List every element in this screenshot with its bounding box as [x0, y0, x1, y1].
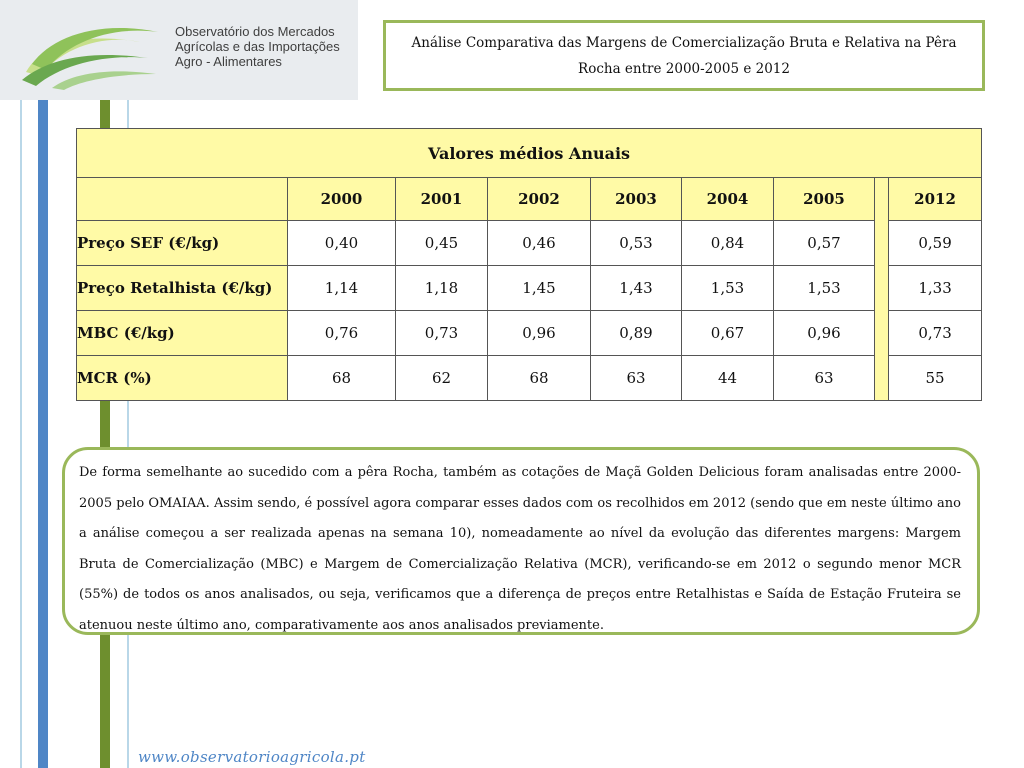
table-cell: 68 — [288, 356, 396, 401]
row-label: MCR (%) — [77, 356, 288, 401]
table-cell: 1,18 — [396, 266, 488, 311]
logo-line: Agrícolas e das Importações — [175, 39, 340, 54]
year-header: 2001 — [396, 178, 488, 221]
table-cell: 0,73 — [396, 311, 488, 356]
table-row — [77, 266, 982, 311]
logo-line: Observatório dos Mercados — [175, 24, 335, 39]
table-cell: 55 — [889, 356, 982, 401]
table-cell: 0,84 — [682, 221, 774, 266]
year-header: 2000 — [288, 178, 396, 221]
page-title — [383, 20, 985, 91]
table-cell: 1,14 — [288, 266, 396, 311]
footer-link[interactable]: www.observatorioagricola.pt — [138, 748, 366, 766]
row-label: Preço Retalhista (€/kg) — [77, 266, 288, 311]
observatory-logo-icon — [22, 14, 162, 90]
table-row — [77, 311, 982, 356]
table-row — [77, 221, 982, 266]
year-header: 2003 — [591, 178, 682, 221]
summary-text-box — [62, 447, 980, 635]
table-cell: 0,96 — [488, 311, 591, 356]
table-cell: 1,53 — [774, 266, 875, 311]
table-cell: 1,33 — [889, 266, 982, 311]
table-cell: 63 — [591, 356, 682, 401]
table-cell: 0,76 — [288, 311, 396, 356]
table-heading-row — [77, 129, 982, 178]
year-header: 2005 — [774, 178, 875, 221]
table-cell: 0,40 — [288, 221, 396, 266]
page-title-text: Análise Comparativa das Margens de Comercialização Bruta e Relativa na Pêra Rocha entre 2000-2005 e 2012 — [411, 34, 957, 77]
year-header: 2002 — [488, 178, 591, 221]
logo-text — [175, 24, 340, 69]
margins-table — [76, 128, 982, 401]
table-cell: 63 — [774, 356, 875, 401]
table-cell: 0,53 — [591, 221, 682, 266]
gap-column — [875, 178, 889, 401]
table-cell: 1,45 — [488, 266, 591, 311]
table-cell: 0,96 — [774, 311, 875, 356]
table-heading: Valores médios Anuais — [77, 129, 982, 178]
table-cell: 68 — [488, 356, 591, 401]
table-cell: 0,59 — [889, 221, 982, 266]
table-cell: 0,89 — [591, 311, 682, 356]
decorative-stripe — [38, 100, 48, 768]
table-cell: 1,43 — [591, 266, 682, 311]
table-cell: 0,73 — [889, 311, 982, 356]
decorative-stripe — [20, 100, 22, 768]
empty-header-cell — [77, 178, 288, 221]
table-cell: 44 — [682, 356, 774, 401]
table-cell: 0,46 — [488, 221, 591, 266]
table-row — [77, 356, 982, 401]
table-cell: 0,67 — [682, 311, 774, 356]
table-cell: 62 — [396, 356, 488, 401]
table-cell: 0,57 — [774, 221, 875, 266]
year-header: 2012 — [889, 178, 982, 221]
table-cell: 1,53 — [682, 266, 774, 311]
year-header: 2004 — [682, 178, 774, 221]
logo-line: Agro - Alimentares — [175, 54, 282, 69]
table-cell: 0,45 — [396, 221, 488, 266]
table-header-row — [77, 178, 982, 221]
summary-paragraph: De forma semelhante ao sucedido com a pêra Rocha, também as cotações de Maçã Golden Delicious foram analisadas entre 2000-2005 pelo OMAIAA. Assim sendo, é possível agora comparar esses dados com os recolhidos em 2012 (sendo que em neste último ano a análise começou a ser realizada apenas na semana 10), nomeadamente ao nível da evolução das diferentes margens: Margem Bruta de Comercialização (MBC) e Margem de Comercialização Relativa (MCR), verificando-se em 2012 o segundo menor MCR (55%) de todos os anos analisados, ou seja, verificamos que a diferença de preços entre Retalhistas e Saída de Estação Fruteira se atenuou neste último ano, comparativamente aos anos analisados previamente. — [79, 465, 961, 633]
logo-area — [0, 0, 358, 100]
row-label: MBC (€/kg) — [77, 311, 288, 356]
row-label: Preço SEF (€/kg) — [77, 221, 288, 266]
